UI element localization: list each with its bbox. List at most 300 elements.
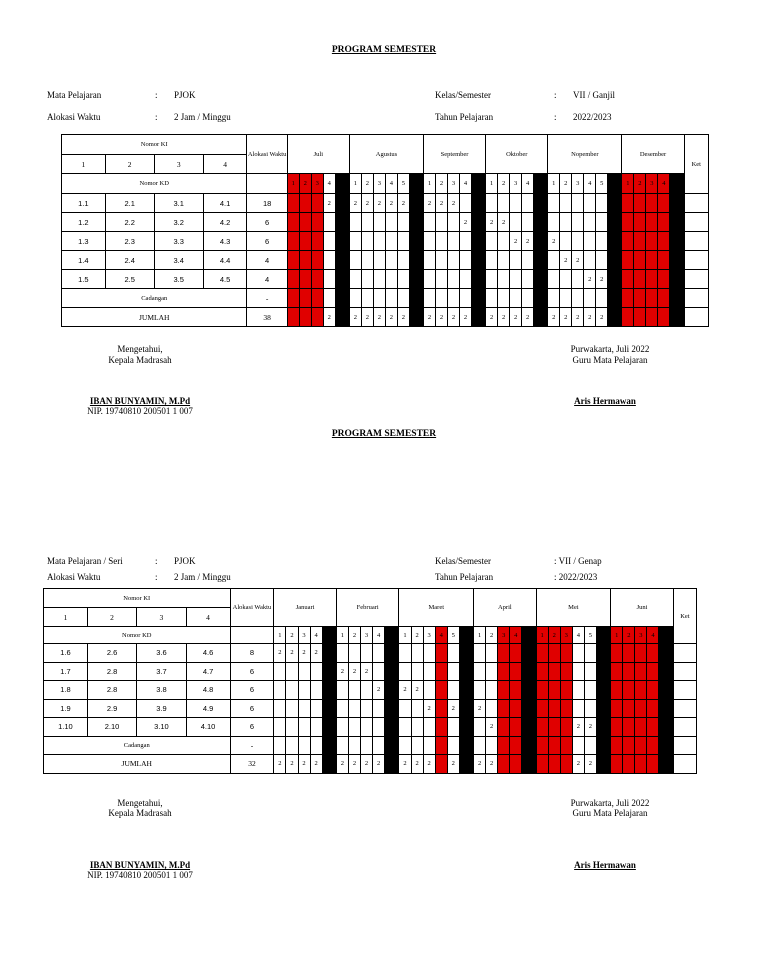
week-cell xyxy=(397,251,409,270)
doc1-kepala-name: IBAN BUNYAMIN, M.Pd xyxy=(89,396,191,406)
month-separator xyxy=(534,270,548,289)
month-separator xyxy=(471,251,485,270)
kd-number: 1.10 xyxy=(44,718,88,737)
week-cell: 2 xyxy=(361,308,373,327)
week-number: 2 xyxy=(560,174,572,194)
month-separator xyxy=(608,213,622,232)
month-separator xyxy=(608,308,622,327)
month-separator xyxy=(322,755,336,774)
doc1-guru-mapel: Guru Mata Pelajaran xyxy=(572,355,648,365)
month-separator xyxy=(670,174,684,194)
week-cell xyxy=(361,644,373,663)
week-cell xyxy=(373,644,385,663)
month-separator xyxy=(659,736,673,755)
week-cell xyxy=(397,289,409,308)
doc2-kepala-madrasah: Kepala Madrasah xyxy=(108,808,172,818)
month-separator xyxy=(409,270,423,289)
month-separator xyxy=(459,736,473,755)
week-cell: 2 xyxy=(560,308,572,327)
week-cell xyxy=(287,289,299,308)
week-cell xyxy=(548,662,560,681)
week-cell xyxy=(373,270,385,289)
week-cell xyxy=(435,289,447,308)
week-cell: 2 xyxy=(584,270,596,289)
month-separator xyxy=(659,644,673,663)
month-separator xyxy=(409,289,423,308)
doc1-alokasi-label: Alokasi Waktu xyxy=(47,112,101,122)
week-cell xyxy=(336,718,348,737)
week-number: 3 xyxy=(510,174,522,194)
week-cell xyxy=(361,251,373,270)
week-cell: 2 xyxy=(286,644,298,663)
week-number: 1 xyxy=(486,174,498,194)
week-cell xyxy=(486,644,498,663)
kd-number: 4.6 xyxy=(186,644,230,663)
doc1-kelas-label: Kelas/Semester xyxy=(435,90,491,100)
month-separator xyxy=(534,251,548,270)
month-separator xyxy=(322,718,336,737)
week-cell xyxy=(424,213,436,232)
week-cell xyxy=(486,232,498,251)
ket-cell xyxy=(673,662,696,681)
kd-number: 3.7 xyxy=(137,662,186,681)
week-cell xyxy=(658,194,670,213)
week-cell: 2 xyxy=(486,718,498,737)
kd-number: 1.9 xyxy=(44,699,88,718)
week-cell xyxy=(298,718,310,737)
week-cell: 2 xyxy=(510,232,522,251)
week-number: 1 xyxy=(349,174,361,194)
month-header-nopember: Nopember xyxy=(548,135,622,174)
week-cell xyxy=(498,736,510,755)
month-separator xyxy=(670,289,684,308)
week-cell xyxy=(635,755,647,774)
week-cell: 2 xyxy=(522,308,534,327)
ket-cell xyxy=(684,194,708,213)
week-cell xyxy=(498,232,510,251)
week-cell xyxy=(548,699,560,718)
week-cell: 2 xyxy=(596,308,608,327)
week-number: 2 xyxy=(411,627,423,644)
ki-number: 2 xyxy=(87,608,136,627)
month-separator xyxy=(459,662,473,681)
month-separator xyxy=(670,251,684,270)
week-cell xyxy=(349,232,361,251)
week-cell xyxy=(510,644,522,663)
kd-number: 4.10 xyxy=(186,718,230,737)
week-cell xyxy=(348,644,360,663)
nomor-kd-header: Nomor KD xyxy=(44,627,231,644)
kd-number: 4.9 xyxy=(186,699,230,718)
week-number: 4 xyxy=(572,627,584,644)
week-cell: 2 xyxy=(486,308,498,327)
week-cell xyxy=(560,755,572,774)
month-separator xyxy=(335,270,349,289)
cadangan-value: - xyxy=(230,736,274,755)
week-cell xyxy=(622,232,634,251)
month-separator xyxy=(670,308,684,327)
week-cell: 2 xyxy=(373,308,385,327)
week-cell xyxy=(572,736,584,755)
week-cell: 2 xyxy=(584,308,596,327)
kd-number: 3.3 xyxy=(154,232,203,251)
week-cell: 2 xyxy=(373,194,385,213)
week-cell: 2 xyxy=(373,681,385,700)
doc1-mapel-value: PJOK xyxy=(174,90,196,100)
week-cell xyxy=(385,232,397,251)
month-separator xyxy=(522,644,536,663)
week-cell xyxy=(486,289,498,308)
month-separator xyxy=(670,270,684,289)
week-number: 2 xyxy=(486,627,498,644)
month-separator xyxy=(322,627,336,644)
week-cell xyxy=(635,681,647,700)
ket-cell xyxy=(684,270,708,289)
month-separator xyxy=(670,232,684,251)
week-cell xyxy=(298,681,310,700)
week-cell xyxy=(560,213,572,232)
week-cell xyxy=(423,736,435,755)
week-cell xyxy=(584,251,596,270)
kd-number: 3.1 xyxy=(154,194,203,213)
month-separator xyxy=(459,681,473,700)
month-separator xyxy=(322,736,336,755)
week-cell xyxy=(424,270,436,289)
week-cell xyxy=(423,662,435,681)
week-cell xyxy=(361,289,373,308)
week-cell xyxy=(373,662,385,681)
week-number: 4 xyxy=(459,174,471,194)
week-cell xyxy=(560,662,572,681)
month-separator xyxy=(409,251,423,270)
alokasi-value: 6 xyxy=(230,662,274,681)
week-number: 2 xyxy=(348,627,360,644)
month-header-oktober: Oktober xyxy=(486,135,548,174)
week-cell xyxy=(274,662,286,681)
week-cell xyxy=(373,213,385,232)
week-cell: 2 xyxy=(474,755,486,774)
week-cell xyxy=(584,232,596,251)
kd-number: 4.1 xyxy=(203,194,247,213)
week-cell: 2 xyxy=(423,755,435,774)
month-separator xyxy=(659,681,673,700)
month-separator xyxy=(471,194,485,213)
week-cell: 2 xyxy=(385,308,397,327)
week-cell xyxy=(560,644,572,663)
week-cell: 2 xyxy=(459,308,471,327)
month-separator xyxy=(659,699,673,718)
week-cell: 2 xyxy=(399,681,411,700)
week-cell xyxy=(623,718,635,737)
week-cell xyxy=(510,662,522,681)
week-number: 4 xyxy=(510,627,522,644)
week-cell xyxy=(349,251,361,270)
alokasi-value: 4 xyxy=(247,270,287,289)
week-cell xyxy=(274,718,286,737)
week-cell xyxy=(646,194,658,213)
doc2-kepala-name: IBAN BUNYAMIN, M.Pd xyxy=(89,860,191,870)
month-separator xyxy=(322,662,336,681)
month-separator xyxy=(659,662,673,681)
week-cell xyxy=(634,213,646,232)
week-cell xyxy=(584,681,596,700)
week-cell xyxy=(572,270,584,289)
week-cell xyxy=(323,289,335,308)
week-cell xyxy=(323,270,335,289)
month-separator xyxy=(522,755,536,774)
week-number: 3 xyxy=(361,627,373,644)
week-number: 4 xyxy=(385,174,397,194)
month-separator xyxy=(335,289,349,308)
week-cell xyxy=(572,194,584,213)
week-cell xyxy=(647,736,659,755)
week-cell: 2 xyxy=(435,308,447,327)
week-cell xyxy=(646,289,658,308)
ki-number: 1 xyxy=(44,608,88,627)
week-cell xyxy=(311,251,323,270)
week-number: 1 xyxy=(536,627,548,644)
ket-cell xyxy=(684,251,708,270)
week-cell xyxy=(498,289,510,308)
doc1-program-table xyxy=(61,134,709,327)
week-cell: 2 xyxy=(411,755,423,774)
week-cell: 2 xyxy=(584,718,596,737)
kd-number: 3.8 xyxy=(137,681,186,700)
ki-number: 4 xyxy=(203,155,247,174)
alokasi-value: 6 xyxy=(230,681,274,700)
month-separator xyxy=(385,755,399,774)
jumlah-value: 32 xyxy=(230,755,274,774)
month-separator xyxy=(659,718,673,737)
week-cell: 2 xyxy=(323,194,335,213)
cadangan-label: Cadangan xyxy=(62,289,247,308)
ket-cell xyxy=(684,213,708,232)
doc1-mengetahui: Mengetahui, xyxy=(117,344,163,354)
week-number: 5 xyxy=(447,627,459,644)
week-cell: 2 xyxy=(447,194,459,213)
week-cell xyxy=(459,232,471,251)
week-cell xyxy=(298,699,310,718)
kd-number: 2.6 xyxy=(87,644,136,663)
month-separator xyxy=(608,232,622,251)
week-number: 2 xyxy=(299,174,311,194)
week-cell xyxy=(634,308,646,327)
week-cell xyxy=(411,718,423,737)
week-cell xyxy=(287,213,299,232)
doc2-program-table xyxy=(43,588,697,774)
doc1-colon: : xyxy=(155,112,158,122)
week-number: 1 xyxy=(424,174,436,194)
month-separator xyxy=(670,194,684,213)
doc1-guru-name: Aris Hermawan xyxy=(574,396,636,406)
week-cell xyxy=(447,232,459,251)
kd-number: 1.4 xyxy=(62,251,106,270)
week-cell xyxy=(536,718,548,737)
week-number: 4 xyxy=(522,174,534,194)
week-cell xyxy=(584,194,596,213)
week-cell xyxy=(498,755,510,774)
week-cell xyxy=(447,289,459,308)
kd-number: 3.6 xyxy=(137,644,186,663)
week-cell xyxy=(411,699,423,718)
week-cell xyxy=(459,194,471,213)
week-cell: 2 xyxy=(474,699,486,718)
kd-number: 2.9 xyxy=(87,699,136,718)
week-cell: 2 xyxy=(373,755,385,774)
month-separator xyxy=(596,736,610,755)
week-cell xyxy=(411,662,423,681)
week-cell xyxy=(423,681,435,700)
month-separator xyxy=(459,644,473,663)
week-cell: 2 xyxy=(447,699,459,718)
month-separator xyxy=(534,232,548,251)
week-cell xyxy=(323,213,335,232)
week-cell xyxy=(474,736,486,755)
week-cell xyxy=(584,213,596,232)
week-cell xyxy=(323,251,335,270)
week-cell xyxy=(510,681,522,700)
month-separator xyxy=(459,755,473,774)
week-cell xyxy=(572,699,584,718)
week-cell xyxy=(536,662,548,681)
alokasi-value: 6 xyxy=(247,213,287,232)
week-cell xyxy=(287,194,299,213)
week-cell xyxy=(447,736,459,755)
doc2-tahun-label: Tahun Pelajaran xyxy=(435,572,494,582)
week-cell xyxy=(397,270,409,289)
week-cell xyxy=(510,213,522,232)
week-cell xyxy=(510,270,522,289)
week-cell xyxy=(622,213,634,232)
week-cell xyxy=(435,681,447,700)
week-cell xyxy=(311,270,323,289)
week-cell xyxy=(548,289,560,308)
month-separator xyxy=(522,718,536,737)
week-cell xyxy=(399,644,411,663)
jumlah-label: JUMLAH xyxy=(44,755,231,774)
kd-number: 1.8 xyxy=(44,681,88,700)
kd-number: 4.8 xyxy=(186,681,230,700)
alokasi-empty xyxy=(247,174,287,194)
month-header-juli: Juli xyxy=(287,135,349,174)
month-header-desember: Desember xyxy=(622,135,684,174)
week-cell xyxy=(299,194,311,213)
doc1-tahun-value: 2022/2023 xyxy=(573,112,612,122)
week-number: 4 xyxy=(373,627,385,644)
week-cell xyxy=(299,289,311,308)
week-number: 1 xyxy=(611,627,623,644)
week-cell: 2 xyxy=(397,194,409,213)
week-cell: 2 xyxy=(584,755,596,774)
week-cell xyxy=(560,699,572,718)
doc1-kelas-value: VII / Ganjil xyxy=(573,90,615,100)
week-cell: 2 xyxy=(298,644,310,663)
week-cell: 2 xyxy=(459,213,471,232)
week-number: 5 xyxy=(397,174,409,194)
cadangan-value: - xyxy=(247,289,287,308)
week-cell xyxy=(474,718,486,737)
month-separator xyxy=(471,232,485,251)
week-cell xyxy=(286,699,298,718)
kd-number: 3.9 xyxy=(137,699,186,718)
doc2-colon: : xyxy=(155,572,158,582)
month-separator xyxy=(522,681,536,700)
week-cell xyxy=(336,736,348,755)
week-cell xyxy=(572,662,584,681)
week-cell xyxy=(361,718,373,737)
alokasi-value: 4 xyxy=(247,251,287,270)
kd-number: 3.2 xyxy=(154,213,203,232)
week-cell xyxy=(623,755,635,774)
week-cell xyxy=(435,251,447,270)
week-cell xyxy=(584,736,596,755)
month-separator xyxy=(335,232,349,251)
week-number: 3 xyxy=(498,627,510,644)
ket-header: Ket xyxy=(684,135,708,194)
week-cell xyxy=(423,718,435,737)
week-cell xyxy=(498,194,510,213)
week-cell xyxy=(486,662,498,681)
doc2-guru-mapel: Guru Mata Pelajaran xyxy=(572,808,648,818)
month-header-januari: Januari xyxy=(274,589,337,627)
doc2-title: PROGRAM SEMESTER xyxy=(331,429,437,439)
week-cell xyxy=(572,213,584,232)
week-cell: 2 xyxy=(397,308,409,327)
doc1-place-date: Purwakarta, Juli 2022 xyxy=(570,344,650,354)
month-separator xyxy=(471,289,485,308)
week-cell: 2 xyxy=(572,718,584,737)
week-cell xyxy=(361,270,373,289)
ki-number: 4 xyxy=(186,608,230,627)
week-cell xyxy=(635,662,647,681)
week-cell: 2 xyxy=(348,755,360,774)
week-cell: 2 xyxy=(498,308,510,327)
week-number: 1 xyxy=(274,627,286,644)
month-separator xyxy=(322,699,336,718)
week-cell: 2 xyxy=(298,755,310,774)
kd-number: 4.2 xyxy=(203,213,247,232)
month-separator xyxy=(596,755,610,774)
week-cell xyxy=(373,251,385,270)
ket-header: Ket xyxy=(673,589,696,644)
month-separator xyxy=(522,736,536,755)
doc2-alokasi-label: Alokasi Waktu xyxy=(47,572,101,582)
week-cell xyxy=(310,699,322,718)
week-cell: 2 xyxy=(310,755,322,774)
month-separator xyxy=(322,681,336,700)
week-cell xyxy=(560,736,572,755)
week-cell xyxy=(373,699,385,718)
doc2-kelas-value: : VII / Genap xyxy=(554,556,602,566)
week-cell xyxy=(349,270,361,289)
week-cell xyxy=(548,755,560,774)
week-cell xyxy=(522,289,534,308)
kd-number: 4.7 xyxy=(186,662,230,681)
week-cell xyxy=(435,213,447,232)
month-separator xyxy=(522,662,536,681)
month-separator xyxy=(670,213,684,232)
week-cell xyxy=(611,644,623,663)
week-cell xyxy=(584,289,596,308)
kd-number: 3.10 xyxy=(137,718,186,737)
month-separator xyxy=(608,270,622,289)
week-cell xyxy=(286,736,298,755)
week-number: 3 xyxy=(635,627,647,644)
week-number: 1 xyxy=(548,174,560,194)
week-cell xyxy=(522,251,534,270)
week-cell xyxy=(310,662,322,681)
week-cell: 2 xyxy=(274,644,286,663)
